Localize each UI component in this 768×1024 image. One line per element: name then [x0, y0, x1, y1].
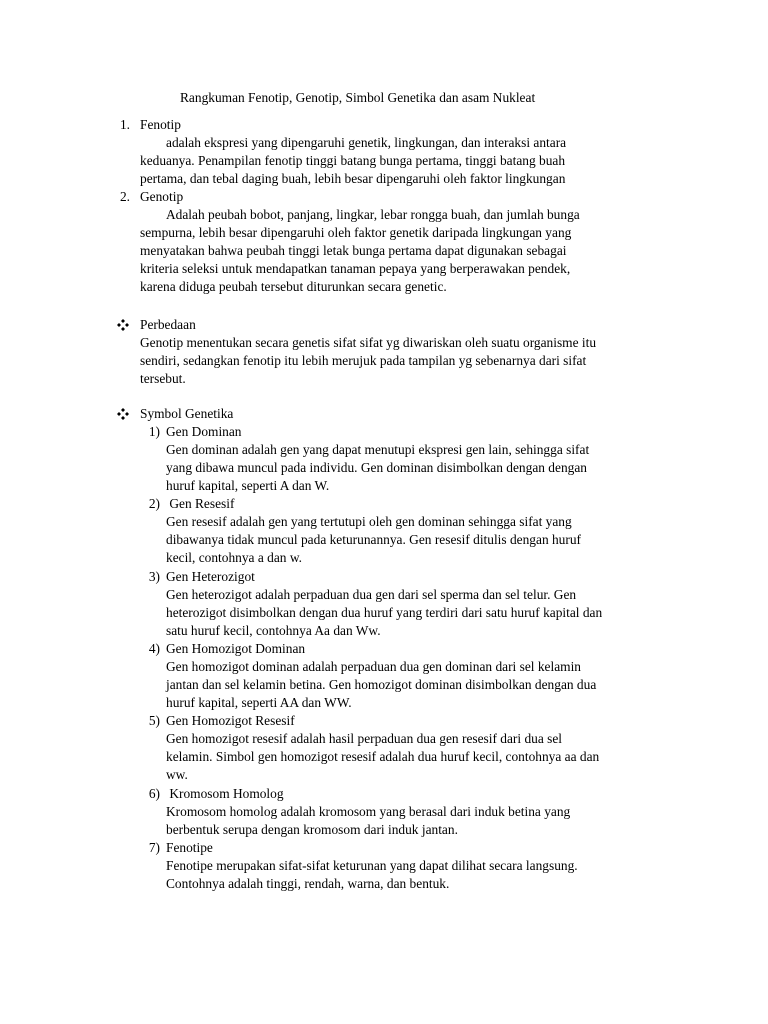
heading-symbol-genetika: Symbol Genetika — [140, 406, 234, 421]
genotip-line-3: menyatakan bahwa peubah tinggi letak bunga pertama dapat digunakan sebagai — [140, 243, 567, 258]
gen-resesif-line-1: Gen resesif adalah gen yang tertutupi oleh gen dominan sehingga sifat yang — [166, 514, 572, 529]
gen-homozigot-resesif-line-3: ww. — [166, 767, 188, 782]
sub-number-1: 1) — [148, 424, 160, 439]
fenotipe-line-1: Fenotipe merupakan sifat-sifat keturunan yang dapat dilihat secara langsung. — [166, 858, 578, 873]
gen-resesif-line-2: dibawanya tidak muncul pada keturunannya. Gen resesif ditulis dengan huruf — [166, 532, 581, 547]
genotip-line-1: Adalah peubah bobot, panjang, lingkar, lebar rongga buah, dan jumlah bunga — [166, 207, 580, 222]
fenotip-line-2: keduanya. Penampilan fenotip tinggi batang bunga pertama, tinggi batang buah — [140, 153, 566, 168]
genotip-line-2: sempurna, lebih besar dipengaruhi oleh faktor genetik daripada lingkungan yang — [140, 225, 572, 240]
heading-fenotip: Fenotip — [140, 117, 181, 132]
gen-homozigot-dominan-line-2: jantan dan sel kelamin betina. Gen homozigot dominan disimbolkan dengan dua — [166, 677, 597, 692]
gen-heterozigot-line-2: heterozigot disimbolkan dengan dua huruf yang terdiri dari satu huruf kapital dan — [166, 605, 603, 620]
sub-number-3: 3) — [148, 569, 160, 584]
gen-homozigot-resesif-line-2: kelamin. Simbol gen homozigot resesif adalah dua huruf kecil, contohnya aa dan — [166, 749, 600, 764]
four-diamond-bullet-icon — [117, 408, 129, 420]
gen-dominan-line-2: yang dibawa muncul pada individu. Gen dominan disimbolkan dengan dengan — [166, 460, 587, 475]
kromosom-homolog-line-1: Kromosom homolog adalah kromosom yang berasal dari induk betina yang — [166, 804, 571, 819]
genotip-line-4: kriteria seleksi untuk mendapatkan tanaman pepaya yang berperawakan pendek, — [140, 261, 571, 276]
perbedaan-line-1: Genotip menentukan secara genetis sifat sifat yg diwariskan oleh suatu organisme itu — [140, 335, 597, 350]
perbedaan-line-2: sendiri, sedangkan fenotip itu lebih merujuk pada tampilan yg sebenarnya dari sifat — [140, 353, 587, 368]
sub-heading-kromosom-homolog: Kromosom Homolog — [166, 786, 284, 801]
genotip-line-5: karena diduga peubah tersebut diturunkan secara genetic. — [140, 279, 447, 294]
sub-number-7: 7) — [148, 840, 160, 855]
fenotip-line-3: pertama, dan tebal daging buah, lebih besar dipengaruhi oleh faktor lingkungan — [140, 171, 566, 186]
heading-genotip: Genotip — [140, 189, 184, 204]
gen-heterozigot-line-3: satu huruf kecil, contohnya Aa dan Ww. — [166, 623, 381, 638]
document-title: Rangkuman Fenotip, Genotip, Simbol Genetika dan asam Nukleat — [180, 90, 536, 105]
four-diamond-bullet-icon — [117, 319, 129, 331]
sub-heading-fenotipe: Fenotipe — [166, 840, 213, 855]
sub-heading-gen-homozigot-resesif: Gen Homozigot Resesif — [166, 713, 295, 728]
sub-number-5: 5) — [148, 713, 160, 728]
kromosom-homolog-line-2: berbentuk serupa dengan kromosom dari induk jantan. — [166, 822, 458, 837]
heading-perbedaan: Perbedaan — [140, 317, 196, 332]
sub-number-4: 4) — [148, 641, 160, 656]
gen-homozigot-resesif-line-1: Gen homozigot resesif adalah hasil perpaduan dua gen resesif dari dua sel — [166, 731, 562, 746]
gen-homozigot-dominan-line-3: huruf kapital, seperti AA dan WW. — [166, 695, 352, 710]
list-number-2: 2. — [119, 189, 130, 204]
sub-number-6: 6) — [148, 786, 160, 801]
list-number-1: 1. — [119, 117, 130, 132]
sub-heading-gen-dominan: Gen Dominan — [166, 424, 242, 439]
fenotip-line-1: adalah ekspresi yang dipengaruhi genetik, lingkungan, dan interaksi antara — [166, 135, 567, 150]
perbedaan-line-3: tersebut. — [140, 371, 186, 386]
sub-heading-gen-resesif: Gen Resesif — [166, 496, 235, 511]
gen-dominan-line-3: huruf kapital, seperti A dan W. — [166, 478, 330, 493]
gen-dominan-line-1: Gen dominan adalah gen yang dapat menutupi ekspresi gen lain, sehingga sifat — [166, 442, 590, 457]
sub-heading-gen-heterozigot: Gen Heterozigot — [166, 569, 255, 584]
gen-resesif-line-3: kecil, contohnya a dan w. — [166, 550, 302, 565]
fenotipe-line-2: Contohnya adalah tinggi, rendah, warna, dan bentuk. — [166, 876, 450, 891]
sub-number-2: 2) — [148, 496, 160, 511]
gen-heterozigot-line-1: Gen heterozigot adalah perpaduan dua gen dari sel sperma dan sel telur. Gen — [166, 587, 577, 602]
sub-heading-gen-homozigot-dominan: Gen Homozigot Dominan — [166, 641, 306, 656]
gen-homozigot-dominan-line-1: Gen homozigot dominan adalah perpaduan dua gen dominan dari sel kelamin — [166, 659, 581, 674]
